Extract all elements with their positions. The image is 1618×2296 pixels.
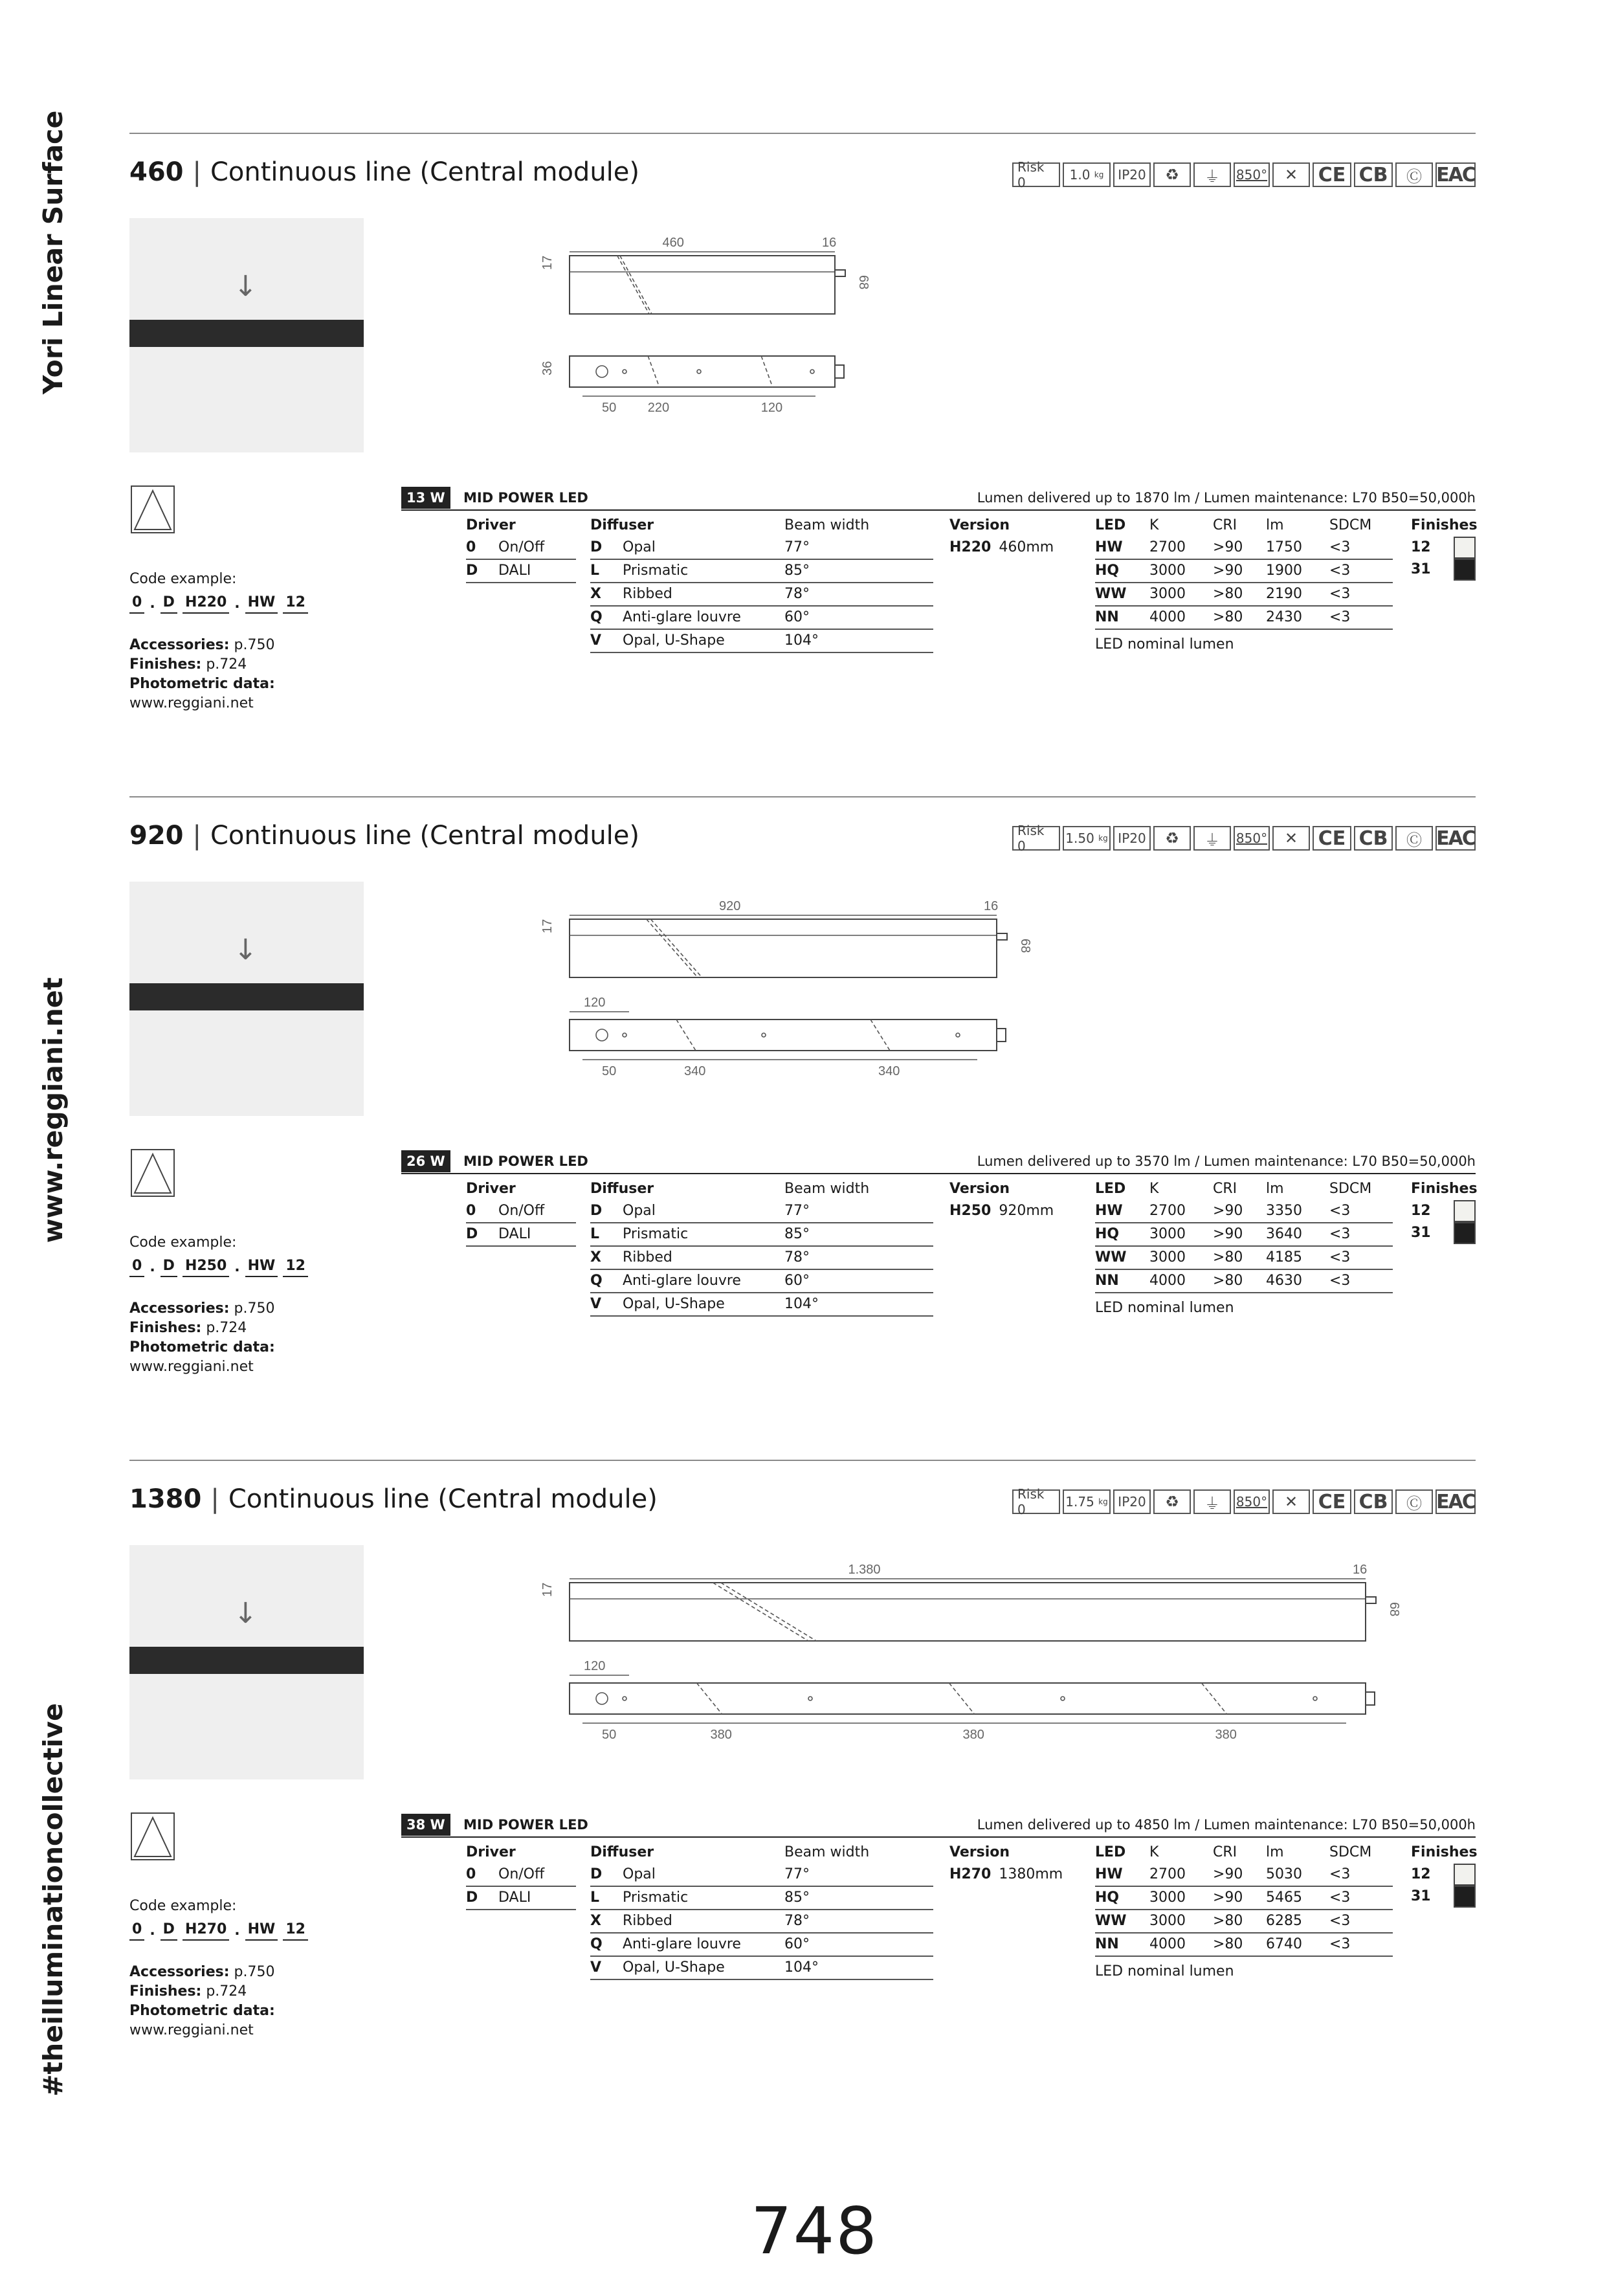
diffuser-row: Q Anti-glare louvre 60° <box>590 1270 933 1293</box>
mount-hole <box>762 1033 766 1037</box>
diffuser-row: X Ribbed 78° <box>590 1247 933 1270</box>
led-row: HQ 3000 >90 5465 <3 <box>1095 1887 1393 1910</box>
eac-mark-icon: EAC <box>1436 1490 1475 1513</box>
website-link[interactable]: www.reggiani.net <box>129 695 254 711</box>
mount-hole <box>623 370 626 373</box>
code-example: 0 . D H220 . HW 12 <box>129 593 308 614</box>
product-info: Code example: 0 . D H220 . HW 12 Accessories: p.750 Finishes: p.724 Photometric data: www.reggiani.net <box>129 570 308 713</box>
lumen-info: Lumen delivered up to 3570 lm / Lumen maintenance: L70 B50=50,000h <box>977 1154 1476 1169</box>
spec-rule <box>401 509 1476 511</box>
dim-depth: 17 <box>540 1582 555 1597</box>
break-line <box>617 256 649 314</box>
diffuser-row: D Opal 77° <box>590 1200 933 1223</box>
connector <box>997 933 1007 940</box>
diffuser-row: L Prismatic 85° <box>590 560 933 583</box>
ip-rating-badge: IP20 <box>1113 162 1151 187</box>
break-line <box>713 1583 808 1641</box>
finish-swatch <box>1454 1222 1476 1244</box>
product-photo <box>129 1545 364 1779</box>
technical-drawing <box>398 217 1472 450</box>
ce-mark-icon: CE <box>1313 1489 1351 1514</box>
recycle-icon: ♻ <box>1153 826 1191 851</box>
finish-swatch <box>1454 559 1476 581</box>
profile-bottom-view <box>570 1020 997 1051</box>
section-divider <box>129 1460 1476 1461</box>
mount-hole <box>596 1693 608 1704</box>
diffuser-row: V Opal, U-Shape 104° <box>590 1957 933 1980</box>
driver-row: D DALI <box>466 1223 576 1247</box>
led-row: HW 2700 >90 5030 <3 <box>1095 1864 1393 1887</box>
code-example: 0 . D H250 . HW 12 <box>129 1256 308 1277</box>
lumen-info: Lumen delivered up to 4850 lm / Lumen maintenance: L70 B50=50,000h <box>977 1817 1476 1833</box>
driver-row: 0 On/Off <box>466 537 576 560</box>
break-line <box>1202 1683 1227 1714</box>
spec-header: 26 W MID POWER LED Lumen delivered up to 3570 lm / Lumen maintenance: L70 B50=50,000h <box>401 1150 1476 1172</box>
mount-hole <box>596 1029 608 1041</box>
risk-badge: Risk 0 <box>1012 1489 1060 1514</box>
driver-row: 0 On/Off <box>466 1864 576 1887</box>
technical-drawing <box>398 880 1472 1113</box>
profile-top-view <box>570 919 997 977</box>
weight-badge: 1.50 kg <box>1063 826 1111 851</box>
dim-segment: 340 <box>878 1064 900 1078</box>
dim-segment: 380 <box>1215 1728 1237 1742</box>
end-connector <box>835 365 844 378</box>
side-label-bottom: #theilluminationcollective <box>38 1703 69 2097</box>
dim-depth: 17 <box>540 919 555 933</box>
profile-top-view <box>570 256 835 314</box>
dim-segment: 120 <box>760 401 783 415</box>
break-line <box>676 1020 696 1051</box>
section-title: 920 | Continuous line (Central module) <box>129 821 639 851</box>
cb-mark-icon: CB <box>1354 1489 1393 1514</box>
finish-row: 12 <box>1411 1864 1476 1886</box>
dim-top-offset: 120 <box>584 1659 606 1673</box>
end-connector <box>1366 1692 1375 1705</box>
no-insulation-icon: ✕ <box>1272 1489 1310 1514</box>
ce-mark-icon: CE <box>1313 162 1351 187</box>
product-info: Code example: 0 . D H250 . HW 12 Accessories: p.750 Finishes: p.724 Photometric data: www.reggiani.net <box>129 1233 308 1377</box>
ccc-mark-icon: Ⓒ <box>1395 162 1433 187</box>
mount-hole <box>596 366 608 377</box>
spec-rule <box>401 1836 1476 1838</box>
finish-row: 12 <box>1411 1200 1476 1222</box>
led-row: HQ 3000 >90 3640 <3 <box>1095 1223 1393 1247</box>
dim-segment: 380 <box>962 1728 984 1742</box>
product-section: 920 | Continuous line (Central module) Risk 0 1.50 kg IP20 ♻ ⏚ 850° ✕ CE CB Ⓒ EAC ↓ 920 16 17 68 120 50 340 340 Code example: 0 . D H250 . HW 12 Accessories: p.750 Finishes: p.724 Photometric data: www.reggiani.net 26 W MID POWER LED Lumen delivered up to 3570 lm / Lumen maintenance: L70 B50=50,000h Driver 0 On/Off D DALI Diffuser Beam width D Opal 77° L Prismatic 85° X Ribbed 78° Q Anti-glare louvre 60° V Opal, U-Shape 104° Version H250 920mm LED K CRI lm SDCM HW 2700 >90 3350 <3 HQ 3000 >90 3640 <3 WW 3000 >80 4185 <3 NN 4000 >80 4630 <3 LED nominal lumen Finishes 12 31 <box>129 796 1476 1443</box>
ip-rating-badge: IP20 <box>1113 1489 1151 1514</box>
product-section: 460 | Continuous line (Central module) Risk 0 1.0 kg IP20 ♻ ⏚ 850° ✕ CE CB Ⓒ EAC ↓ 460 16 17 68 36 50 220 120 Code example: 0 . D H220 . HW 12 Accessories: p.750 Finishes: p.724 Photometric data: www.reggiani.net 13 W MID POWER LED Lumen delivered up to 1870 lm / Lumen maintenance: L70 B50=50,000h Driver 0 On/Off D DALI Diffuser Beam width D Opal 77° L Prismatic 85° X Ribbed 78° Q Anti-glare louvre 60° V Opal, U-Shape 104° Version H220 460mm LED K CRI lm SDCM HW 2700 >90 1750 <3 HQ 3000 >90 1900 <3 WW 3000 >80 2190 <3 NN 4000 >80 2430 <3 LED nominal lumen Finishes 12 31 <box>129 133 1476 780</box>
wattage-tag: 26 W <box>401 1150 450 1172</box>
eac-mark-icon: EAC <box>1436 163 1475 186</box>
arrow-down-icon: ↓ <box>234 1597 258 1630</box>
ground-icon: ⏚ <box>1193 162 1231 187</box>
diffuser-row: L Prismatic 85° <box>590 1887 933 1910</box>
connector <box>835 270 845 276</box>
fixture-bar <box>129 320 364 347</box>
break-line <box>721 1583 817 1641</box>
wattage-tag: 38 W <box>401 1814 450 1836</box>
dim-a: 50 <box>602 1728 617 1742</box>
cb-mark-icon: CB <box>1354 826 1393 851</box>
risk-badge: Risk 0 <box>1012 826 1060 851</box>
section-divider <box>129 133 1476 134</box>
ground-icon: ⏚ <box>1193 826 1231 851</box>
driver-row: D DALI <box>466 560 576 583</box>
spec-header: 13 W MID POWER LED Lumen delivered up to 1870 lm / Lumen maintenance: L70 B50=50,000h <box>401 487 1476 509</box>
dim-height: 68 <box>1387 1602 1401 1617</box>
mount-hole <box>623 1697 626 1700</box>
dim-top-offset: 120 <box>584 996 606 1010</box>
diffuser-row: L Prismatic 85° <box>590 1223 933 1247</box>
mount-hole <box>1313 1697 1317 1700</box>
weight-badge: 1.0 kg <box>1063 162 1111 187</box>
cb-mark-icon: CB <box>1354 162 1393 187</box>
break-line <box>697 1683 722 1714</box>
section-divider <box>129 796 1476 797</box>
mount-hole <box>956 1033 960 1037</box>
website-link[interactable]: www.reggiani.net <box>129 2022 254 2038</box>
dim-depth: 17 <box>540 255 555 270</box>
ip-rating-badge: IP20 <box>1113 826 1151 851</box>
recycle-icon: ♻ <box>1153 162 1191 187</box>
ce-mark-icon: CE <box>1313 826 1351 851</box>
dim-length: 1.380 <box>848 1563 881 1577</box>
section-title: 460 | Continuous line (Central module) <box>129 157 639 187</box>
eac-mark-icon: EAC <box>1436 827 1475 850</box>
side-label-middle: www.reggiani.net <box>38 977 69 1243</box>
wattage-tag: 13 W <box>401 487 450 509</box>
glow-wire-badge: 850° <box>1234 1489 1270 1514</box>
no-insulation-icon: ✕ <box>1272 162 1310 187</box>
led-row: NN 4000 >80 6740 <3 <box>1095 1934 1393 1957</box>
finish-swatch <box>1454 537 1476 559</box>
diffuser-row: X Ribbed 78° <box>590 1910 933 1934</box>
led-row: HW 2700 >90 3350 <3 <box>1095 1200 1393 1223</box>
led-row: WW 3000 >80 6285 <3 <box>1095 1910 1393 1934</box>
product-photo <box>129 218 364 452</box>
break-line <box>647 919 698 977</box>
no-insulation-icon: ✕ <box>1272 826 1310 851</box>
diffuser-row: V Opal, U-Shape 104° <box>590 1293 933 1317</box>
mount-hole <box>810 370 814 373</box>
dim-length: 460 <box>662 236 684 250</box>
certification-icons <box>1012 1486 1476 1517</box>
beam-angle-icon <box>131 485 175 533</box>
dim-depth2: 36 <box>540 361 555 375</box>
diffuser-row: Q Anti-glare louvre 60° <box>590 607 933 630</box>
led-row: HW 2700 >90 1750 <3 <box>1095 537 1393 560</box>
product-info: Code example: 0 . D H270 . HW 12 Accessories: p.750 Finishes: p.724 Photometric data: www.reggiani.net <box>129 1897 308 2040</box>
dim-a: 50 <box>602 1064 617 1078</box>
dim-end: 16 <box>984 899 999 913</box>
page-number: 748 <box>751 2193 878 2269</box>
dim-end: 16 <box>822 236 837 250</box>
break-line <box>620 256 652 314</box>
dim-height: 68 <box>1018 939 1032 953</box>
dim-end: 16 <box>1353 1563 1368 1577</box>
finish-swatch <box>1454 1864 1476 1886</box>
dim-height: 68 <box>856 275 870 290</box>
dim-length: 920 <box>719 899 741 913</box>
technical-drawing <box>398 1544 1472 1777</box>
beam-angle-icon <box>131 1812 175 1860</box>
driver-row: 0 On/Off <box>466 1200 576 1223</box>
profile-top-view <box>570 1583 1366 1641</box>
finish-swatch <box>1454 1886 1476 1908</box>
led-row: WW 3000 >80 2190 <3 <box>1095 583 1393 607</box>
break-line <box>870 1020 890 1051</box>
break-line <box>648 356 659 387</box>
glow-wire-badge: 850° <box>1234 162 1270 187</box>
dim-segment: 220 <box>647 401 670 415</box>
mount-hole <box>808 1697 812 1700</box>
finish-row: 31 <box>1411 559 1476 581</box>
arrow-down-icon: ↓ <box>234 933 258 966</box>
break-line <box>650 919 702 977</box>
profile-bottom-view <box>570 356 835 387</box>
led-row: NN 4000 >80 4630 <3 <box>1095 1270 1393 1293</box>
ccc-mark-icon: Ⓒ <box>1395 1489 1433 1514</box>
code-example: 0 . D H270 . HW 12 <box>129 1920 308 1941</box>
fixture-bar <box>129 1647 364 1674</box>
beam-angle-icon <box>131 1149 175 1197</box>
side-label-top: Yori Linear Surface <box>38 110 69 395</box>
risk-badge: Risk 0 <box>1012 162 1060 187</box>
finish-row: 12 <box>1411 537 1476 559</box>
certification-icons <box>1012 159 1476 190</box>
certification-icons <box>1012 823 1476 854</box>
arrow-down-icon: ↓ <box>234 270 258 303</box>
dim-segment: 380 <box>710 1728 732 1742</box>
finish-swatch <box>1454 1200 1476 1222</box>
recycle-icon: ♻ <box>1153 1489 1191 1514</box>
diffuser-row: D Opal 77° <box>590 1864 933 1887</box>
finish-row: 31 <box>1411 1222 1476 1244</box>
profile-bottom-view <box>570 1683 1366 1714</box>
fixture-bar <box>129 983 364 1010</box>
mount-hole <box>697 370 701 373</box>
product-section: 1380 | Continuous line (Central module) Risk 0 1.75 kg IP20 ♻ ⏚ 850° ✕ CE CB Ⓒ EAC ↓ 1.380 16 17 68 120 50 380 380 380 Code example: 0 . D H270 . HW 12 Accessories: p.750 Finishes: p.724 Photometric data: www.reggiani.net 38 W MID POWER LED Lumen delivered up to 4850 lm / Lumen maintenance: L70 B50=50,000h Driver 0 On/Off D DALI Diffuser Beam width D Opal 77° L Prismatic 85° X Ribbed 78° Q Anti-glare louvre 60° V Opal, U-Shape 104° Version H270 1380mm LED K CRI lm SDCM HW 2700 >90 5030 <3 HQ 3000 >90 5465 <3 WW 3000 >80 6285 <3 NN 4000 >80 6740 <3 LED nominal lumen Finishes 12 31 <box>129 1460 1476 2107</box>
driver-row: D DALI <box>466 1887 576 1910</box>
section-title: 1380 | Continuous line (Central module) <box>129 1484 658 1514</box>
lumen-info: Lumen delivered up to 1870 lm / Lumen maintenance: L70 B50=50,000h <box>977 490 1476 506</box>
led-row: WW 3000 >80 4185 <3 <box>1095 1247 1393 1270</box>
led-row: HQ 3000 >90 1900 <3 <box>1095 560 1393 583</box>
weight-badge: 1.75 kg <box>1063 1489 1111 1514</box>
dim-segment: 340 <box>684 1064 706 1078</box>
diffuser-row: D Opal 77° <box>590 537 933 560</box>
finish-row: 31 <box>1411 1886 1476 1908</box>
ccc-mark-icon: Ⓒ <box>1395 826 1433 851</box>
end-connector <box>997 1029 1006 1042</box>
spec-header: 38 W MID POWER LED Lumen delivered up to 4850 lm / Lumen maintenance: L70 B50=50,000h <box>401 1814 1476 1836</box>
led-row: NN 4000 >80 2430 <3 <box>1095 607 1393 630</box>
dim-a: 50 <box>602 401 617 415</box>
mount-hole <box>623 1033 626 1037</box>
spec-rule <box>401 1173 1476 1174</box>
diffuser-row: V Opal, U-Shape 104° <box>590 630 933 653</box>
break-line <box>761 356 773 387</box>
glow-wire-badge: 850° <box>1234 826 1270 851</box>
ground-icon: ⏚ <box>1193 1489 1231 1514</box>
mount-hole <box>1061 1697 1065 1700</box>
diffuser-row: X Ribbed 78° <box>590 583 933 607</box>
product-photo <box>129 882 364 1116</box>
connector <box>1366 1597 1376 1603</box>
diffuser-row: Q Anti-glare louvre 60° <box>590 1934 933 1957</box>
break-line <box>949 1683 975 1714</box>
website-link[interactable]: www.reggiani.net <box>129 1359 254 1375</box>
